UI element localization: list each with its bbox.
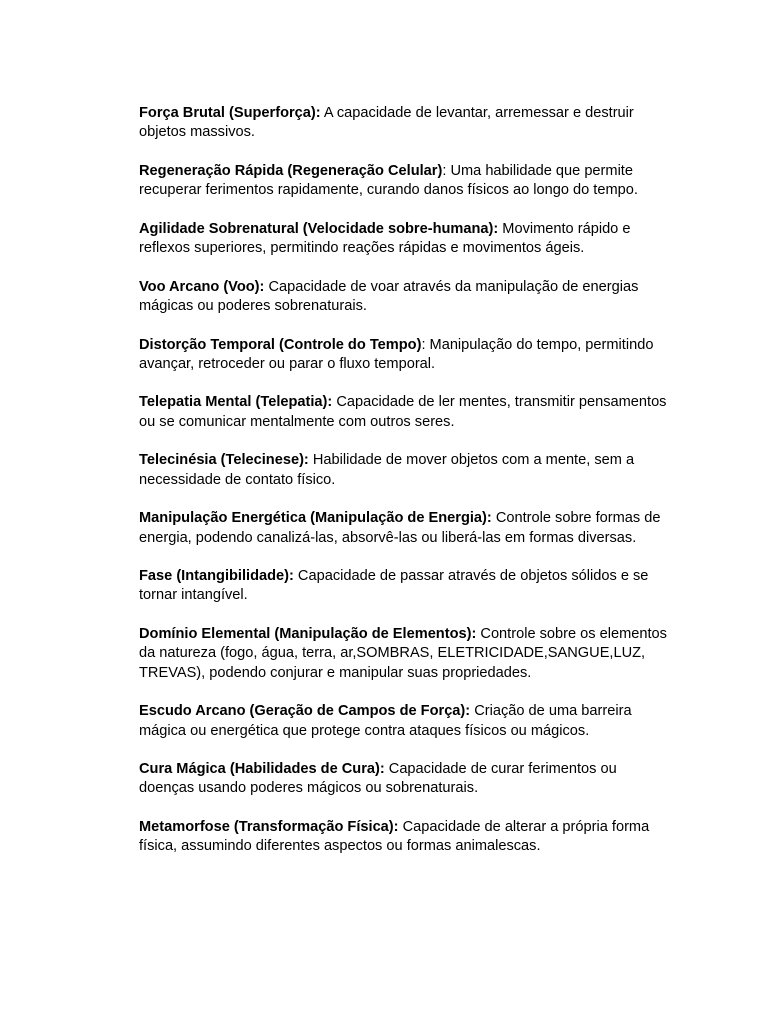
ability-description: Capacidade de ler mentes, transmitir pensamentos ou se comunicar mentalmente com outros seres. [139,394,667,430]
ability-term: Força Brutal (Superforça): [139,105,321,121]
ability-description: Capacidade de voar através da manipulação de energias mágicas ou poderes sobrenaturais. [139,278,639,314]
ability-term: Voo Arcano (Voo): [139,278,265,295]
ability-description: Criação de uma barreira mágica ou energética que protege contra ataques físicos ou mágicos. [139,703,632,739]
ability-description: Capacidade de curar ferimentos ou doenças usando poderes mágicos ou sobrenaturais. [139,761,617,797]
ability-description: Capacidade de passar através de objetos sólidos e se tornar intangível. [139,568,649,604]
ability-entry-metamorfose [139,818,674,857]
ability-entry-regeneracao [139,162,674,201]
ability-entry-telepatia [139,393,674,432]
ability-term: Manipulação Energética (Manipulação de Energia): [139,510,492,527]
ability-description: : Uma habilidade que permite recuperar ferimentos rapidamente, curando danos físicos ao longo do tempo. [139,162,638,199]
ability-term: Metamorfose (Transformação Física): [139,818,399,835]
ability-entry-cura-magica [139,760,674,799]
ability-entry-manipulacao-energetica [139,509,674,548]
ability-entry-fase [139,567,674,606]
ability-description: Capacidade de alterar a própria forma física, assumindo diferentes aspectos ou formas animalescas. [139,818,650,855]
ability-entry-distorcao-temporal [139,336,674,375]
ability-term: Regeneração Rápida (Regeneração Celular) [139,162,443,179]
ability-entry-escudo-arcano [139,702,674,741]
ability-description: : Manipulação do tempo, permitindo avançar, retroceder ou parar o fluxo temporal. [139,336,654,372]
ability-entry-forca-brutal [139,104,674,143]
ability-description: Habilidade de mover objetos com a mente, sem a necessidade de contato físico. [139,452,635,488]
ability-entry-dominio-elemental [139,625,674,683]
ability-term: Agilidade Sobrenatural (Velocidade sobre-humana): [139,220,499,237]
ability-term: Telecinésia (Telecinese): [139,452,309,469]
ability-description: Controle sobre formas de energia, podendo canalizá-las, absorvê-las ou liberá-las em formas diversas. [139,510,661,546]
ability-term: Escudo Arcano (Geração de Campos de Força): [139,703,471,720]
ability-description: Movimento rápido e reflexos superiores, permitindo reações rápidas e movimentos ágeis. [139,220,631,257]
ability-entry-agilidade [139,220,674,259]
ability-description: Controle sobre os elementos da natureza (fogo, água, terra, ar,SOMBRAS, ELETRICIDADE,SANGUE,LUZ, TREVAS), podendo conjurar e manipular suas propriedades. [139,626,667,681]
ability-description: A capacidade de levantar, arremessar e destruir objetos massivos. [139,105,634,141]
ability-term: Cura Mágica (Habilidades de Cura): [139,761,385,778]
ability-term: Fase (Intangibilidade): [139,568,294,585]
ability-term: Domínio Elemental (Manipulação de Elementos): [139,626,477,643]
document-body [139,104,674,876]
ability-entry-telecinesia [139,451,674,490]
ability-term: Distorção Temporal (Controle do Tempo) [139,336,422,353]
ability-entry-voo-arcano [139,278,674,317]
ability-term: Telepatia Mental (Telepatia): [139,394,333,411]
